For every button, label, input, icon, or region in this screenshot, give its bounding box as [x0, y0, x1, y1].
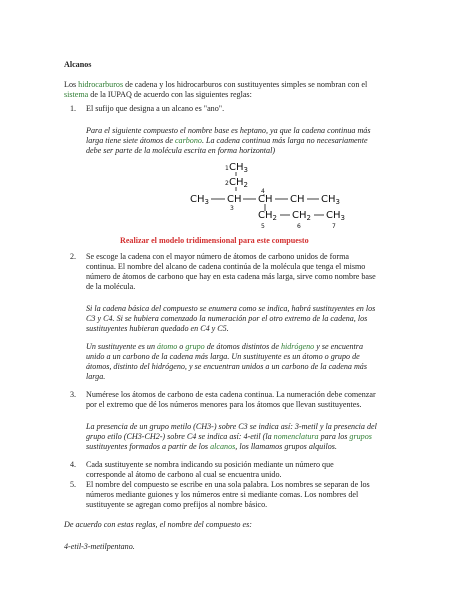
- rule-2-line-4: de la molécula.: [86, 282, 136, 291]
- rule-3-italic-line-2: grupo etilo (CH3-CH2-) sobre C4 se indica así: 4-etil (la nomenclatura para los grupos: [86, 432, 372, 441]
- link-grupo[interactable]: grupo: [185, 342, 205, 351]
- rule-2-line-1: Se escoge la cadena con el mayor número de átomos de carbono unidos de forma: [86, 252, 349, 261]
- carbon-number-5: 5: [261, 223, 265, 230]
- carbon-number-2: 2: [225, 180, 229, 187]
- carbon-number-3: 3: [230, 205, 234, 212]
- rule-1-note-line-3: debe ser parte de la molécula escrita en forma horizontal): [86, 146, 276, 155]
- rule-2-italic2-line-2: unido a un carbono de la cadena más larga. Un sustituyente es un átomo o grupo de: [86, 352, 360, 361]
- ch-c4: CH: [258, 194, 273, 205]
- rule-5-line-3: sustituyente se agregan como prefijos al nombre básico.: [86, 500, 268, 509]
- ch-right: CH: [290, 194, 305, 205]
- ch-c3: CH: [227, 194, 242, 205]
- link-hidrogeno[interactable]: hidrógeno: [280, 342, 315, 351]
- red-heading: Realizar el modelo tridimensional para este compuesto: [120, 236, 309, 245]
- rule-1-text: El sufijo que designa a un alcano es "ano".: [86, 104, 225, 113]
- rule-4-line-2: corresponde al átomo de carbono al cual se encuentra unido.: [86, 470, 282, 479]
- ch2-upper: $CH_2$: [229, 177, 248, 189]
- rule-5-number: 5.: [70, 480, 77, 489]
- carbon-number-4: 4: [261, 188, 265, 195]
- link-hidrocarburos[interactable]: hidrocarburos: [78, 80, 124, 89]
- ch2-branch: $CH_2$: [292, 210, 311, 222]
- rule-3-italic-line-1: La presencia de un grupo metilo (CH3-) sobre C3 se indica así: 3-metil y la presencia del: [86, 422, 377, 431]
- rule-2-number: 2.: [70, 252, 77, 261]
- rule-2-line-3: número de átomos de carbono que hay en esta cadena más larga, sirve como nombre base: [86, 272, 376, 281]
- ch2-lower: $CH_2$: [258, 210, 277, 222]
- link-nomenclatura[interactable]: nomenclatura: [273, 432, 319, 441]
- ch3-top: $CH_3$: [229, 162, 248, 174]
- ch3-branch: $CH_3$: [326, 210, 345, 222]
- ch3-left: $CH_3$: [190, 194, 209, 206]
- rule-2-line-2: continua. El nombre del alcano de cadena continúa de la molécula que tenga el mismo: [86, 262, 366, 271]
- carbon-number-1: 1: [225, 165, 229, 172]
- intro-line-1: Los hidrocarburos de cadena y los hidrocarburos con sustituyentes simples se nombran con el: [64, 80, 368, 89]
- link-atomo[interactable]: átomo: [157, 342, 178, 351]
- rule-4-number: 4.: [70, 460, 77, 469]
- link-alcanos[interactable]: alcanos: [210, 442, 236, 451]
- rule-3-line-2: por el extremo que dé los números menores para los átomos que llevan sustituyentes.: [86, 400, 362, 409]
- rule-5-line-2: números mediante guiones y los números entre si mediante comas. Los nombres del: [86, 490, 359, 499]
- rule-4-line-1: Cada sustituyente se nombra indicando su posición mediante un número que: [86, 460, 334, 469]
- rule-1-number: 1.: [70, 104, 77, 113]
- rule-5-line-1: El nombre del compuesto se escribe en una sola palabra. Los nombres se separan de los: [86, 480, 370, 489]
- intro-line-2: sistema de la IUPAQ de acuerdo con las siguientes reglas:: [64, 90, 252, 99]
- link-carbono[interactable]: carbono: [174, 136, 202, 145]
- link-grupos[interactable]: grupos: [349, 432, 372, 441]
- rule-2-italic2-line-3: átomos, distinto del hidrógeno, y se encuentran unidos a un carbono de la cadena más: [86, 362, 368, 371]
- doc-title: Alcanos: [64, 60, 92, 69]
- rule-2-italic-line-1: Si la cadena básica del compuesto se enumera como se indica, habrá sustituyentes en los: [86, 304, 376, 313]
- answer: 4-etil-3-metilpentano.: [64, 542, 135, 551]
- rule-3-line-1: Numérese los átomos de carbono de esta cadena continua. La numeración debe comenzar: [86, 390, 376, 399]
- rule-2-italic-line-2: C3 y C4. Si se hubiera comenzado la numeración por el otro extremo de la cadena, los: [86, 314, 368, 323]
- rule-2-italic2-line-4: larga.: [86, 372, 106, 381]
- carbon-number-7: 7: [332, 223, 336, 230]
- rule-2-italic2-line-1: Un sustituyente es un átomo o grupo de átomos distintos de hidrógeno y se encuentra: [86, 342, 363, 351]
- carbon-number-6: 6: [297, 223, 301, 230]
- rule-3-number: 3.: [70, 390, 77, 399]
- link-sistema[interactable]: sistema: [64, 90, 89, 99]
- conclusion: De acuerdo con estas reglas, el nombre del compuesto es:: [64, 520, 252, 529]
- rule-1-note-line-2: larga tiene siete átomos de carbono. La cadena continua más larga no necesariamente: [86, 136, 368, 145]
- rule-2-italic-line-3: sustituyentes hubieran quedado en C4 y C5.: [86, 324, 229, 333]
- rule-3-italic-line-3: sustituyentes formados a partir de los alcanos, los llamamos grupos alquilos.: [86, 442, 337, 451]
- rule-1-note-line-1: Para el siguiente compuesto el nombre base es heptano, ya que la cadena continua más: [86, 126, 371, 135]
- ch3-right: $CH_3$: [321, 194, 340, 206]
